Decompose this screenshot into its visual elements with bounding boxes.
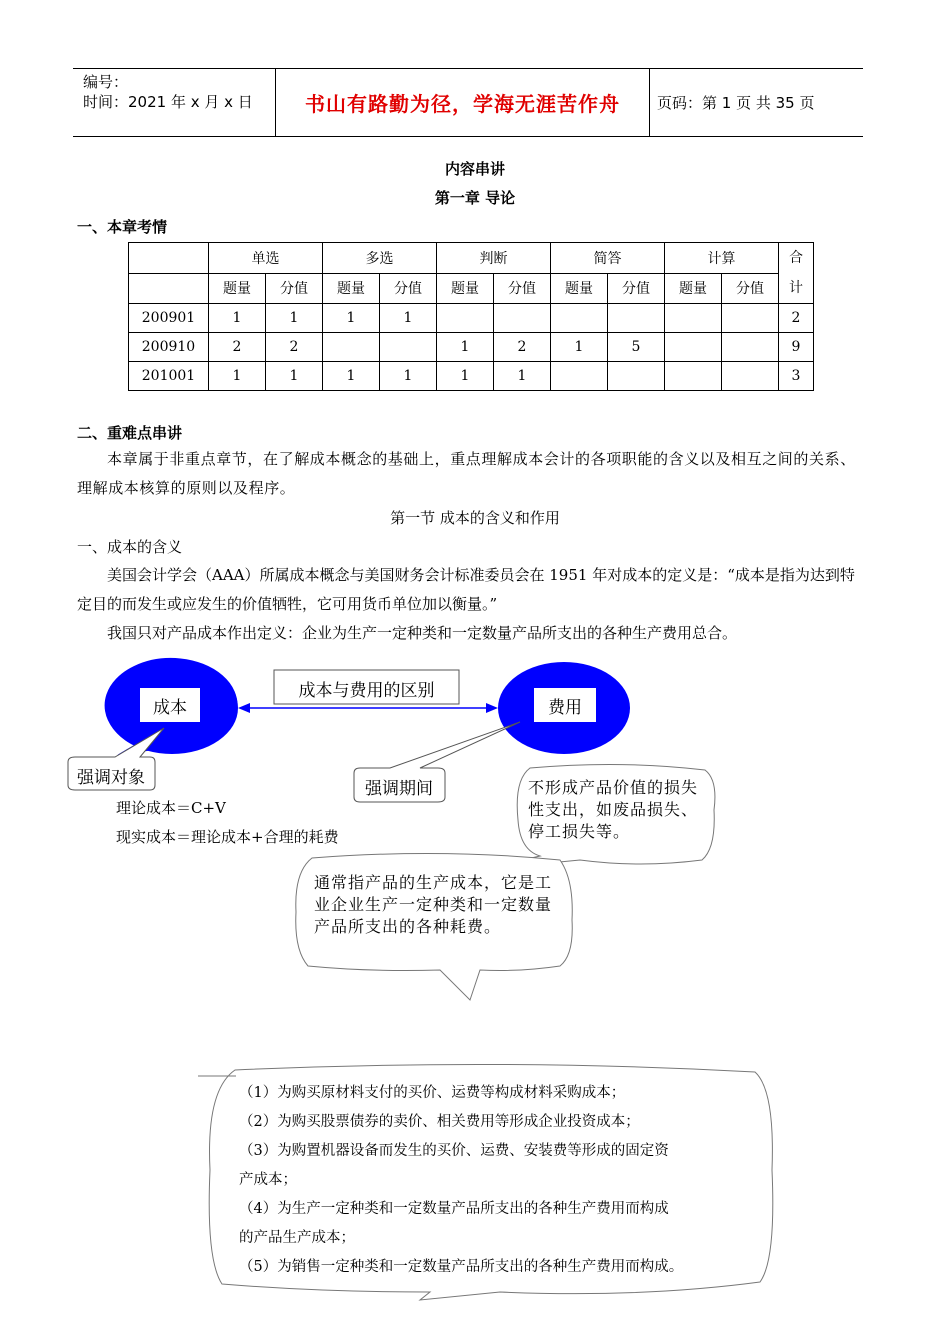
group-header: 简答 [551, 243, 665, 274]
sub-header: 分值 [380, 273, 437, 304]
table-cell: 1 [209, 304, 266, 333]
aaa-definition: 美国会计学会（AAA）所属成本概念与美国财务会计标准委员会在 1951 年对成本的定义是：“成本是指为达到特定目的而发生或应发生的价值牺牲，它可用货币单位加以衡量。” [77, 566, 855, 613]
cost-label: 成本 [153, 698, 187, 718]
role-item: 1.成本是补偿 [110, 1168, 200, 1186]
role-item: 2.成本是综合 [110, 1197, 200, 1215]
table-cell: 1 [551, 333, 608, 362]
sub-header: 分值 [722, 273, 779, 304]
table-cell: 1 [494, 362, 551, 391]
chapter-title: 第一章 导论 [434, 189, 516, 207]
section-key-points: 二、重难点串讲 [77, 424, 183, 442]
table-cell: 1 [437, 362, 494, 391]
table-cell: 1 [380, 362, 437, 391]
section-title: 第一节 成本的含义和作用 [390, 509, 560, 527]
list-item: （5）为销售一定种类和一定数量产品所支出的各种生产费用而构成。 [239, 1259, 684, 1275]
arrow-head-right [486, 703, 498, 713]
table-cell: 1 [266, 362, 323, 391]
list-item: （3）为购置机器设备而发生的买价、运费、安装费等形成的固定资 [239, 1143, 669, 1159]
china-definition: 我国只对产品成本作出定义：企业为生产一定种类和一定数量产品所支出的各种生产费用总合。 [107, 624, 738, 642]
row-id: 200910 [129, 333, 209, 362]
sub-header: 分值 [266, 273, 323, 304]
sub-header: 题量 [209, 273, 266, 304]
list-item: 产成本； [239, 1172, 297, 1188]
expense-label: 费用 [548, 698, 582, 718]
section-exam: 一、本章考情 [77, 218, 168, 236]
table-cell: 2 [209, 333, 266, 362]
number-label: 编号： [83, 73, 129, 91]
expense-note: 强调期间 [365, 779, 433, 799]
subsection-roles: 二、成本的作用 [77, 1140, 183, 1158]
group-header: 单选 [209, 243, 323, 274]
sub-header: 分值 [494, 273, 551, 304]
row-total: 9 [779, 333, 814, 362]
list-item: （4）为生产一定种类和一定数量产品所支出的各种生产费用而构成 [239, 1201, 669, 1217]
table-cell: 1 [437, 333, 494, 362]
row-id: 200901 [129, 304, 209, 333]
sub-header: 分值 [608, 273, 665, 304]
table-cell: 2 [266, 333, 323, 362]
table-cell: 1 [323, 304, 380, 333]
role-item: 3.成本是制定 [110, 1226, 200, 1244]
list-item: 的产品生产成本； [239, 1230, 355, 1246]
intro-paragraph: 本章属于非重点章节，在了解成本概念的基础上，重点理解成本会计的各项职能的含义以及相互之间的关系、理解成本核算的原则以及程序。 [77, 450, 856, 497]
motto: 书山有路勤为径，学海无涯苦作舟 [305, 92, 620, 116]
list-item: （1）为购买原材料支付的买价、运费等构成材料采购成本； [239, 1085, 626, 1101]
page-info: 页码：第 1 页 共 35 页 [657, 94, 815, 112]
table-cell: 1 [380, 304, 437, 333]
formula-actual: 现实成本＝理论成本+合理的耗费 [116, 828, 339, 846]
table-cell: 1 [266, 304, 323, 333]
relation-label: 成本与费用的区别 [298, 681, 435, 701]
cost-note: 强调对象 [77, 768, 145, 788]
group-header: 多选 [323, 243, 437, 274]
row-total: 2 [779, 304, 814, 333]
doc-title: 内容串讲 [444, 160, 505, 178]
sub-header: 题量 [323, 273, 380, 304]
date-line: 时间：2021 年 x 月 x 日 [83, 93, 253, 111]
table-cell: 1 [209, 362, 266, 391]
arrow-head-left [238, 703, 250, 713]
cost-paragraph-start: 成本是为了达到特定目的所失去或放弃的资源， [128, 966, 444, 984]
row-id: 201001 [129, 362, 209, 391]
sub-header: 题量 [437, 273, 494, 304]
cost-paragraph: 分为狭义成本和广义成本，狭义成本是指商品制造过程中所发生的、以价值表现的各种耗费，也称“商品制造成本”； 广义成本是除了狭义成本之外，还包括管理生产和从事经营活动过程中所发生的各种耗费。 [77, 969, 863, 1045]
group-header: 判断 [437, 243, 551, 274]
row-total: 3 [779, 362, 814, 391]
list-item: （2）为购买股票债券的卖价、相关费用等形成企业投资成本； [239, 1114, 640, 1130]
formula-theory: 理论成本＝C+V [116, 799, 226, 817]
total-char: 计 [789, 280, 803, 296]
group-header: 计算 [665, 243, 779, 274]
sub-header: 题量 [551, 273, 608, 304]
total-char: 合 [789, 250, 803, 266]
table-cell: 2 [494, 333, 551, 362]
subsection-meaning: 一、成本的含义 [77, 538, 183, 556]
table-cell: 1 [323, 362, 380, 391]
production-callout-text: 通常指产品的生产成本，它是工业企业生产一定种类和一定数量产品所支出的各种耗费。 [314, 873, 553, 936]
loss-callout-text: 不形成产品价值的损失性支出，如废品损失、停工损失等。 [528, 778, 699, 841]
sub-header: 题量 [665, 273, 722, 304]
table-cell: 5 [608, 333, 665, 362]
